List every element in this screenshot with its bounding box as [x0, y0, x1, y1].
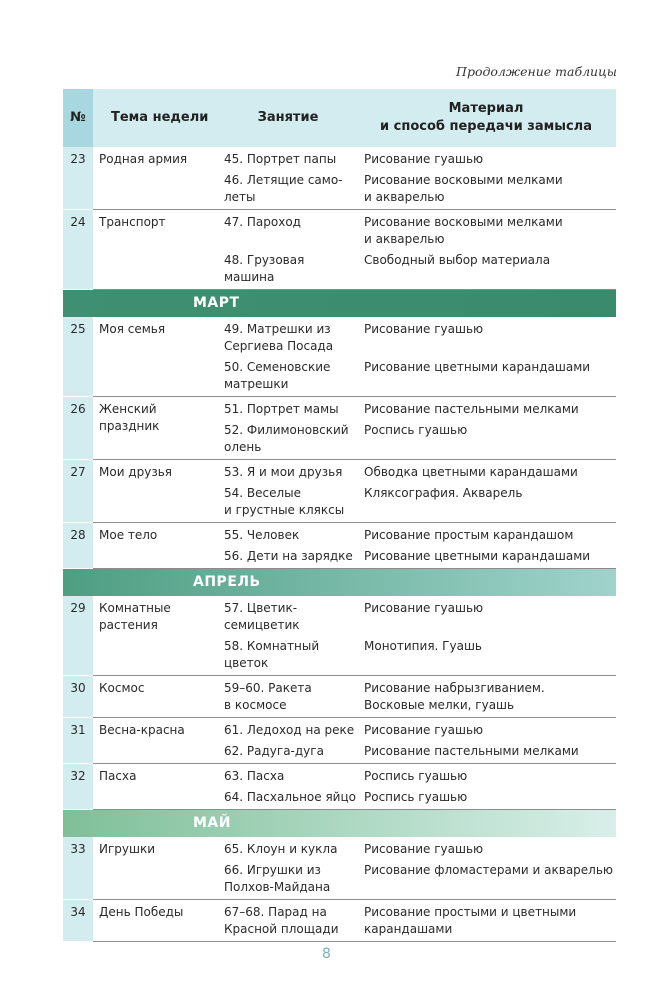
week-number: 34 — [63, 900, 93, 942]
table-row — [63, 147, 616, 210]
lesson-cell — [220, 147, 356, 210]
table-row — [63, 676, 616, 718]
month-divider — [63, 290, 616, 318]
lesson-item: 48. Грузовая машина — [224, 253, 305, 284]
lesson-item: 58. Комнатный цветок — [224, 639, 320, 670]
week-theme: Пасха — [93, 764, 220, 810]
table-row — [63, 764, 616, 810]
material-cell — [356, 210, 616, 290]
material-item: Роспись гуашью — [364, 769, 468, 783]
schedule-table — [63, 89, 616, 942]
lesson-item: 51. Портрет мамы — [224, 402, 339, 416]
lesson-item: 65. Клоун и кукла — [224, 842, 338, 856]
material-item: Свободный выбор материала — [364, 253, 551, 267]
lesson-item: 52. Филимоновский олень — [224, 423, 349, 454]
week-theme: Транспорт — [93, 210, 220, 290]
header-lesson: Занятие — [220, 89, 356, 147]
material-cell — [356, 900, 616, 942]
material-cell — [356, 764, 616, 810]
lesson-cell — [220, 460, 356, 523]
lesson-cell — [220, 900, 356, 942]
material-item: Рисование пастельными мелками — [364, 744, 579, 758]
material-item: Рисование гуашью — [364, 723, 484, 737]
material-cell — [356, 147, 616, 210]
week-number: 31 — [63, 718, 93, 764]
month-label: МАЙ — [193, 815, 231, 831]
table-row — [63, 460, 616, 523]
table-row — [63, 900, 616, 942]
table-row — [63, 596, 616, 676]
header-material: Материал и способ передачи замысла — [356, 89, 616, 147]
table-row — [63, 718, 616, 764]
lesson-item: 50. Семеновские матрешки — [224, 360, 331, 391]
header-num: № — [63, 89, 93, 147]
table-row — [63, 523, 616, 569]
lesson-cell — [220, 676, 356, 718]
lesson-cell — [220, 210, 356, 290]
lesson-item: 54. Веселые и грустные кляксы — [224, 486, 345, 517]
lesson-item: 55. Человек — [224, 528, 300, 542]
lesson-item: 46. Летящие само- леты — [224, 173, 343, 204]
week-theme: Комнатные растения — [93, 596, 220, 676]
material-item: Монотипия. Гуашь — [364, 639, 482, 653]
material-item: Рисование пастельными мелками — [364, 402, 579, 416]
lesson-item: 45. Портрет папы — [224, 152, 337, 166]
week-number: 25 — [63, 317, 93, 397]
lesson-item: 62. Радуга-дуга — [224, 744, 324, 758]
table-row — [63, 837, 616, 900]
week-theme: Игрушки — [93, 837, 220, 900]
month-label: МАРТ — [193, 295, 240, 311]
material-item: Рисование фломастерами и акварелью — [364, 863, 614, 877]
lesson-cell — [220, 837, 356, 900]
lesson-item: 64. Пасхальное яйцо — [224, 790, 356, 804]
week-theme: Космос — [93, 676, 220, 718]
lesson-item: 49. Матрешки из Сергиева Посада — [224, 322, 334, 353]
material-item: Рисование набрызгиванием. Восковые мелки, гуашь — [364, 681, 545, 712]
week-number: 23 — [63, 147, 93, 210]
week-number: 24 — [63, 210, 93, 290]
material-cell — [356, 718, 616, 764]
lesson-item: 61. Ледоход на реке — [224, 723, 355, 737]
material-cell — [356, 596, 616, 676]
month-label: АПРЕЛЬ — [193, 574, 261, 590]
lesson-cell — [220, 718, 356, 764]
material-cell — [356, 317, 616, 397]
material-item: Рисование восковыми мелками и акварелью — [364, 173, 563, 204]
week-theme: Моя семья — [93, 317, 220, 397]
table-body — [63, 147, 616, 942]
lesson-item: 59–60. Ракета в космосе — [224, 681, 312, 712]
material-cell — [356, 460, 616, 523]
material-item: Рисование простыми и цветными карандашами — [364, 905, 577, 936]
week-theme: День Победы — [93, 900, 220, 942]
lesson-item: 53. Я и мои друзья — [224, 465, 343, 479]
week-number: 26 — [63, 397, 93, 460]
week-number: 32 — [63, 764, 93, 810]
month-divider — [63, 569, 616, 597]
material-item: Рисование гуашью — [364, 842, 484, 856]
material-item: Кляксография. Акварель — [364, 486, 523, 500]
material-item: Рисование цветными карандашами — [364, 549, 591, 563]
lesson-cell — [220, 596, 356, 676]
table-header-row — [63, 89, 616, 147]
lesson-item: 47. Пароход — [224, 215, 301, 229]
month-divider — [63, 810, 616, 838]
week-theme: Родная армия — [93, 147, 220, 210]
lesson-item: 57. Цветик- семицветик — [224, 601, 300, 632]
material-item: Рисование гуашью — [364, 322, 484, 336]
page-number: 8 — [322, 946, 331, 962]
week-number: 33 — [63, 837, 93, 900]
material-item: Рисование гуашью — [364, 601, 484, 615]
material-item: Рисование цветными карандашами — [364, 360, 591, 374]
lesson-item: 67–68. Парад на Красной площади — [224, 905, 339, 936]
lesson-item: 63. Пасха — [224, 769, 285, 783]
week-theme: Мое тело — [93, 523, 220, 569]
week-theme: Мои друзья — [93, 460, 220, 523]
material-item: Рисование гуашью — [364, 152, 484, 166]
material-cell — [356, 397, 616, 460]
week-number: 29 — [63, 596, 93, 676]
table-row — [63, 397, 616, 460]
lesson-cell — [220, 764, 356, 810]
material-item: Роспись гуашью — [364, 423, 468, 437]
material-item: Роспись гуашью — [364, 790, 468, 804]
material-cell — [356, 523, 616, 569]
lesson-cell — [220, 397, 356, 460]
continuation-caption: Продолжение таблицы — [456, 64, 617, 79]
table-row — [63, 317, 616, 397]
material-item: Рисование восковыми мелками и акварелью — [364, 215, 563, 246]
week-number: 30 — [63, 676, 93, 718]
lesson-item: 56. Дети на зарядке — [224, 549, 353, 563]
lesson-item: 66. Игрушки из Полхов-Майдана — [224, 863, 331, 894]
header-theme: Тема недели — [93, 89, 220, 147]
week-number: 27 — [63, 460, 93, 523]
material-cell — [356, 676, 616, 718]
material-cell — [356, 837, 616, 900]
material-item: Рисование простым карандашом — [364, 528, 574, 542]
lesson-cell — [220, 523, 356, 569]
week-number: 28 — [63, 523, 93, 569]
material-item: Обводка цветными карандашами — [364, 465, 578, 479]
week-theme: Женский праздник — [93, 397, 220, 460]
week-theme: Весна-красна — [93, 718, 220, 764]
lesson-cell — [220, 317, 356, 397]
table-row — [63, 210, 616, 290]
